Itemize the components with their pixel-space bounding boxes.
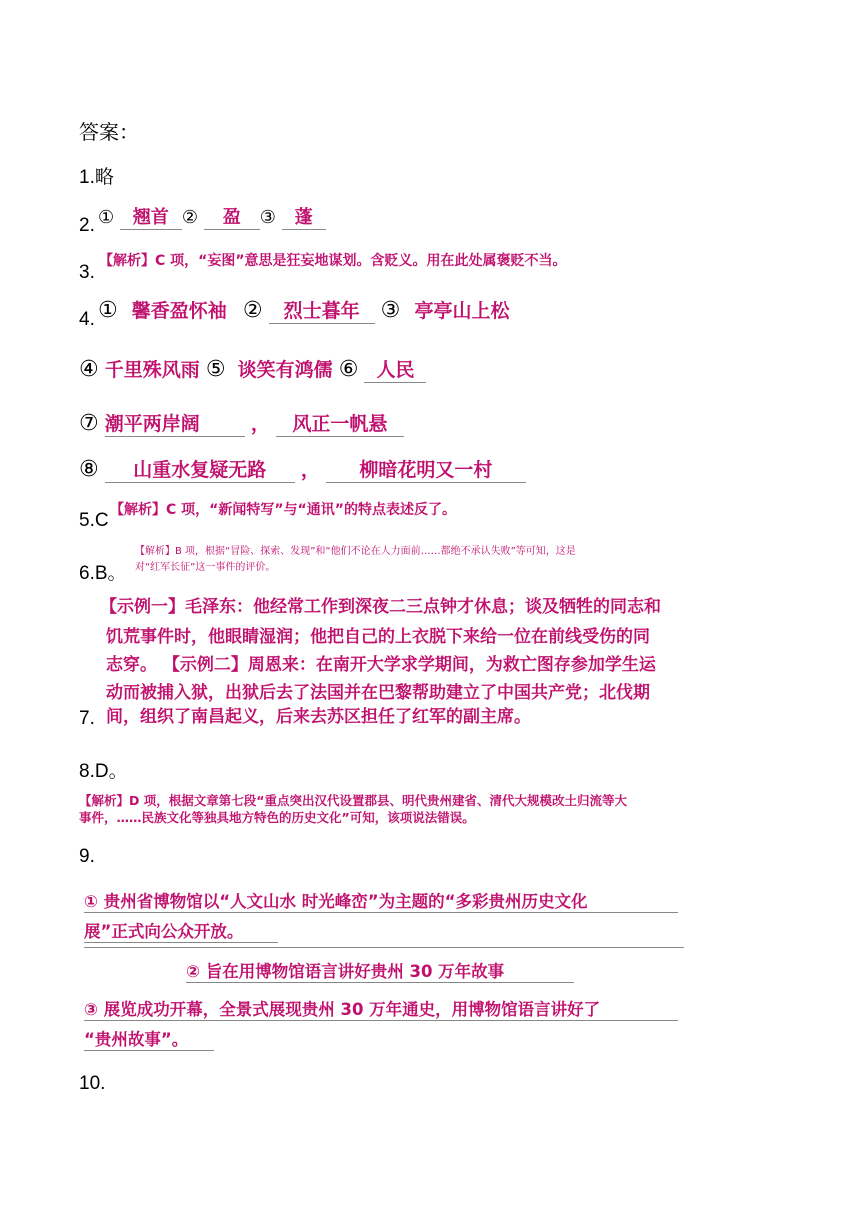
q4-answer-7b: 风正一帆悬 — [276, 409, 404, 437]
q5-analysis: 【解析】C 项，“新闻特写”与“通讯”的特点表述反了。 — [110, 502, 456, 518]
q4-row-4 — [79, 455, 526, 483]
q4-circle-5: ⑤ — [205, 357, 226, 382]
q6-analysis-line-2: 对“红军长征”这一事件的评价。 — [135, 562, 276, 573]
q4-answer-2: 烈士暮年 — [269, 296, 375, 324]
q8-number: 8.D。 — [79, 761, 128, 782]
q7-line-2: 饥荒事件时，他眼睛湿润；他把自己的上衣脱下来给一位在前线受伤的同 — [106, 627, 650, 647]
q2-blank-2: 盈 — [204, 203, 260, 230]
q6-analysis-line-1: 【解析】B 项，根据“冒险、探索、发现”和“他们不论在人力面前……都绝不承认失败”等可知，这是 — [135, 546, 576, 557]
q2-circle-1: ① — [98, 207, 115, 228]
q4-answer-5: 谈笑有鸿儒 — [237, 359, 333, 381]
q9-point-1a-text: ① 贵州省博物馆以“人文山水 时光峰峦”为主题的“多彩贵州历史文化 — [84, 888, 678, 913]
q2-answers — [98, 203, 326, 230]
q9-point-3a-text: ③ 展览成功开幕，全景式展现贵州 30 万年通史，用博物馆语言讲好了 — [84, 996, 678, 1021]
q6-number: 6.B。 — [79, 563, 127, 584]
q2-circle-2: ② — [181, 207, 199, 228]
answer-heading: 答案： — [79, 122, 139, 144]
q8-analysis-line-1: 【解析】D 项，根据文章第七段“重点突出汉代设置郡县、明代贵州建省、清代大规模改土归流等大 — [79, 793, 627, 808]
q9-point-3a — [84, 996, 678, 1021]
q8-analysis-line-2: 事件，……民族文化等独具地方特色的历史文化”可知，该项说法错误。 — [79, 810, 475, 825]
q9-point-1b — [84, 918, 278, 943]
q4-answer-1: 馨香盈怀袖 — [131, 300, 227, 322]
q4-circle-3: ③ — [380, 298, 401, 323]
q9-divider — [84, 947, 684, 948]
q3-number: 3. — [79, 262, 95, 283]
q9-point-1b-text: 展”正式向公众开放。 — [84, 918, 278, 943]
q9-point-3b-text: “贵州故事”。 — [84, 1026, 214, 1051]
q4-circle-8: ⑧ — [79, 457, 99, 482]
q9-point-1a — [84, 888, 678, 913]
q2-circle-3: ③ — [259, 207, 276, 228]
q7-number: 7. — [79, 708, 95, 729]
q4-circle-1: ① — [98, 298, 118, 323]
q2-number: 2. — [79, 215, 95, 236]
q1-line — [79, 162, 114, 189]
q1-number: 1. — [79, 167, 95, 188]
q4-circle-2: ② — [242, 298, 263, 323]
q4-answer-4: 千里殊风雨 — [104, 359, 200, 381]
q2-blank-1: 翘首 — [120, 203, 182, 230]
q4-row-2 — [79, 355, 426, 383]
q9-point-2 — [186, 958, 574, 983]
q9-number: 9. — [79, 846, 95, 867]
q4-answer-8a: 山重水复疑无路 — [105, 455, 295, 483]
q4-answer-6: 人民 — [364, 355, 426, 383]
q5-number: 5.C — [79, 510, 109, 531]
q4-number: 4. — [79, 309, 95, 330]
q10-number: 10. — [79, 1073, 106, 1094]
q4-separator-7: ， — [250, 413, 270, 435]
q4-row-1 — [98, 296, 509, 324]
q3-analysis: 【解析】C 项，“妄图”意思是狂妄地谋划。含贬义。用在此处属褒贬不当。 — [99, 253, 567, 269]
q4-answer-8b: 柳暗花明又一村 — [326, 455, 526, 483]
q7-line-4: 动而被捕入狱，出狱后去了法国并在巴黎帮助建立了中国共产党；北伐期 — [106, 683, 650, 703]
q7-line-1: 【示例一】毛泽东：他经常工作到深夜二三点钟才休息；谈及牺牲的同志和 — [100, 597, 661, 617]
q4-answer-7a: 潮平两岸阔 — [105, 409, 245, 437]
q4-row-3 — [79, 409, 404, 437]
q4-circle-6: ⑥ — [338, 357, 359, 382]
q4-separator-8: ， — [300, 459, 320, 481]
q9-point-3b — [84, 1026, 214, 1051]
q9-point-2-text: ② 旨在用博物馆语言讲好贵州 30 万年故事 — [186, 958, 574, 983]
q7-line-5: 间，组织了南昌起义，后来去苏区担任了红军的副主席。 — [106, 707, 531, 727]
q7-line-3: 志穿。 【示例二】周恩来：在南开大学求学期间，为救亡图存参加学生运 — [106, 655, 656, 675]
q2-blank-3: 蓬 — [282, 203, 326, 230]
q4-answer-3: 亭亭山上松 — [414, 300, 510, 322]
q4-circle-4: ④ — [79, 357, 99, 382]
q4-circle-7: ⑦ — [79, 411, 99, 436]
q1-answer: 略 — [94, 167, 114, 188]
